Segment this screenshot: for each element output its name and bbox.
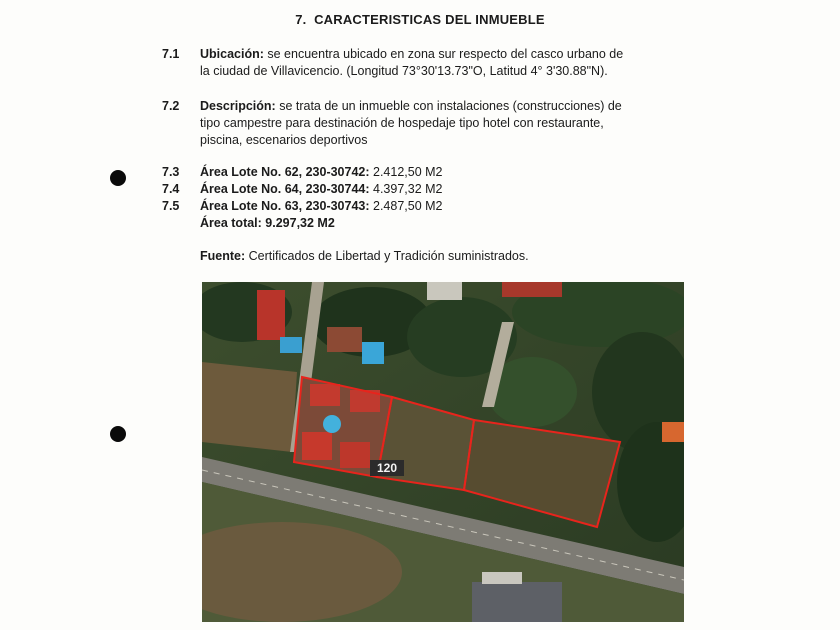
pool bbox=[323, 415, 341, 433]
total-label: Área total: bbox=[200, 216, 262, 230]
roof-building bbox=[340, 442, 370, 468]
aerial-photo bbox=[202, 282, 684, 622]
lot-value: 2.487,50 M2 bbox=[369, 199, 443, 213]
item-line-1: se trata de un inmueble con instalaciones (construcciones) de bbox=[275, 99, 622, 113]
section-number: 7. bbox=[295, 12, 307, 27]
lot-label: Área Lote No. 63, 230-30743: bbox=[200, 199, 370, 213]
roof-building bbox=[327, 327, 362, 352]
item-line-2: tipo campestre para destinación de hospedaje tipo hotel con restaurante, bbox=[200, 116, 604, 130]
lot-number: 7.3 bbox=[162, 165, 180, 179]
roof-building bbox=[482, 572, 522, 584]
item-label: Descripción: bbox=[200, 99, 276, 113]
item-line-3: piscina, escenarios deportivos bbox=[200, 133, 368, 147]
lot-number: 7.4 bbox=[162, 182, 180, 196]
item-line-1: se encuentra ubicado en zona sur respecto del casco urbano de bbox=[263, 47, 624, 61]
hole-punch-dot-top bbox=[110, 170, 126, 186]
source-label: Fuente: bbox=[200, 249, 246, 263]
pool bbox=[362, 342, 384, 364]
roof-building bbox=[257, 290, 285, 340]
roof-building bbox=[427, 282, 462, 300]
item-text bbox=[200, 98, 692, 149]
item-number: 7.1 bbox=[162, 47, 180, 61]
section-title-text: CARACTERISTICAS DEL INMUEBLE bbox=[314, 12, 545, 27]
lot-label: Área Lote No. 64, 230-30744: bbox=[200, 182, 370, 196]
section-heading bbox=[0, 12, 840, 27]
item-line-2: la ciudad de Villavicencio. (Longitud 73°30'13.73"O, Latitud 4° 3'30.88"N). bbox=[200, 64, 608, 78]
building-bottom bbox=[472, 582, 562, 622]
total-value: 9.297,32 M2 bbox=[261, 216, 335, 230]
roof-building bbox=[310, 384, 340, 406]
lot-label: Área Lote No. 62, 230-30742: bbox=[200, 165, 370, 179]
lot-number: 7.5 bbox=[162, 199, 180, 213]
source-text: Certificados de Libertad y Tradición suministrados. bbox=[245, 249, 529, 263]
roof-building bbox=[502, 282, 562, 297]
lot-value: 2.412,50 M2 bbox=[369, 165, 443, 179]
roof-building bbox=[302, 432, 332, 460]
item-label: Ubicación: bbox=[200, 47, 264, 61]
item-text bbox=[200, 46, 692, 80]
lot-value: 4.397,32 M2 bbox=[369, 182, 443, 196]
bare-field-left bbox=[202, 362, 297, 452]
aerial-photo-drawing bbox=[202, 282, 684, 622]
item-number: 7.2 bbox=[162, 99, 180, 113]
hole-punch-dot-bottom bbox=[110, 426, 126, 442]
roof-building bbox=[662, 422, 684, 442]
photo-caption: 120 bbox=[376, 461, 398, 475]
pool bbox=[280, 337, 302, 353]
